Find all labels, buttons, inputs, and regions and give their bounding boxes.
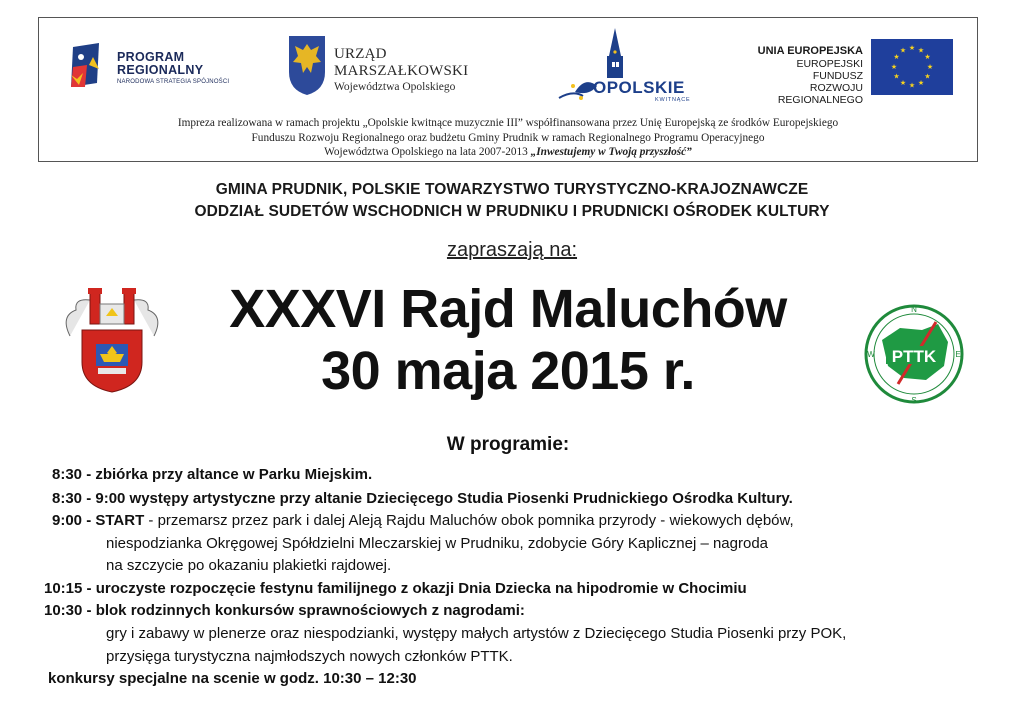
opole-eagle-shield-icon <box>287 34 327 96</box>
svg-text:★: ★ <box>924 53 931 61</box>
program-item-2: 8:30 - 9:00 występy artystyczne przy altanie Dziecięcego Studia Piosenki Prudnickiego Ośrodka Kultury. <box>52 490 793 507</box>
svg-text:★: ★ <box>926 63 934 71</box>
funding-note-line-1: Impreza realizowana w ramach projektu „Opolskie kwitnące muzycznie III” współfinansowana przez Unię Europejską ze środków Europejskiego <box>177 117 839 129</box>
regionalny-label: REGIONALNY <box>117 63 204 77</box>
compass-e: E <box>955 350 961 359</box>
svg-text:★: ★ <box>917 79 925 87</box>
event-date: 30 maja 2015 r. <box>321 341 695 401</box>
svg-text:★: ★ <box>908 81 916 90</box>
unia-europejska-logo <box>755 38 953 106</box>
ue-label: UNIA EUROPEJSKA <box>757 45 863 57</box>
pttk-compass-icon <box>862 300 968 408</box>
program-regionalny-logo <box>69 43 249 95</box>
efrr-label-2: ROZWOJU REGIONALNEGO <box>777 82 863 106</box>
funding-note-line-3: Województwa Opolskiego na lata 2007-2013 „Inwestujemy w Twoją przyszłość” <box>324 146 692 158</box>
svg-text:★: ★ <box>917 46 925 55</box>
organizers-line-1: GMINA PRUDNIK, POLSKIE TOWARZYSTWO TURYSTYCZNO-KRAJOZNAWCZE <box>215 181 809 198</box>
program-item-5: 10:30 - blok rodzinnych konkursów sprawnościowych z nagrodami: <box>44 602 525 619</box>
compass-n: N <box>911 305 917 314</box>
motto: „Inwestujemy w Twoją przyszłość” <box>530 146 692 158</box>
organizers-line-2: ODDZIAŁ SUDETÓW WSCHODNICH W PRUDNIKU I PRUDNICKI OŚRODEK KULTURY <box>194 203 830 220</box>
pttk-logo <box>862 300 968 413</box>
urzad-marszalkowski-logo <box>287 34 497 98</box>
program-item-5-line-3: przysięga turystyczna najmłodszych nowych członków PTTK. <box>106 648 513 665</box>
program-regionalny-icon <box>69 43 113 89</box>
svg-text:★: ★ <box>893 53 900 61</box>
program-label: PROGRAM <box>117 50 185 64</box>
wojewodztwo-label: Województwa Opolskiego <box>334 81 456 93</box>
program-heading: W programie: <box>446 434 570 455</box>
urzad-label: URZĄD MARSZAŁKOWSKI <box>334 46 469 79</box>
sponsor-header <box>38 17 978 162</box>
invitation-text: zapraszają na: <box>446 239 578 261</box>
opolskie-kwitnace-logo <box>529 26 709 108</box>
program-item-6: konkursy specjalne na scenie w godz. 10:30 – 12:30 <box>48 670 417 687</box>
opolskie-label: OPOLSKIE <box>593 78 685 97</box>
svg-text:★: ★ <box>893 72 900 81</box>
svg-text:★: ★ <box>890 63 898 71</box>
nss-label: NARODOWA STRATEGIA SPÓJNOŚCI <box>117 79 230 85</box>
svg-text:★: ★ <box>899 46 907 55</box>
program-item-1: 8:30 - zbiórka przy altance w Parku Miejskim. <box>52 466 373 483</box>
funding-note <box>39 116 977 160</box>
eu-flag-icon <box>871 39 953 95</box>
kwitnace-label: KWITNĄCE <box>655 97 691 103</box>
funding-note-line-2: Funduszu Rozwoju Regionalnego oraz budżetu Gminy Prudnik w ramach Regionalnego Programu Operacyjnego <box>251 131 765 144</box>
svg-text:★: ★ <box>899 79 907 87</box>
compass-s: S <box>911 396 917 405</box>
svg-text:★: ★ <box>908 44 916 52</box>
program-item-3-line-2: niespodzianka Okręgowej Spółdzielni Mleczarskiej w Prudniku, zdobycie Góry Kaplicznej – nagroda <box>106 535 769 552</box>
event-title: XXXVI Rajd Maluchów <box>229 279 787 339</box>
program-item-4: 10:15 - uroczyste rozpoczęcie festynu familijnego z okazji Dnia Dziecka na hipodromie w Chocimiu <box>44 580 747 597</box>
program-item-5-line-2: gry i zabawy w plenerze oraz niespodzianki, występy małych artystów z Dziecięcego Studia Piosenki przy POK, <box>106 625 847 642</box>
program-item-3-line-3: na szczycie po okazaniu plakietki rajdowej. <box>106 557 392 574</box>
efrr-label-1: EUROPEJSKI FUNDUSZ <box>796 58 863 82</box>
program-item-3: 9:00 - START - przemarsz przez park i dalej Aleją Rajdu Maluchów obok pomnika przyrody - wiekowych dębów, <box>52 512 794 529</box>
svg-text:★: ★ <box>924 72 931 81</box>
pttk-text: PTTK <box>891 347 937 366</box>
compass-w: W <box>867 350 875 359</box>
